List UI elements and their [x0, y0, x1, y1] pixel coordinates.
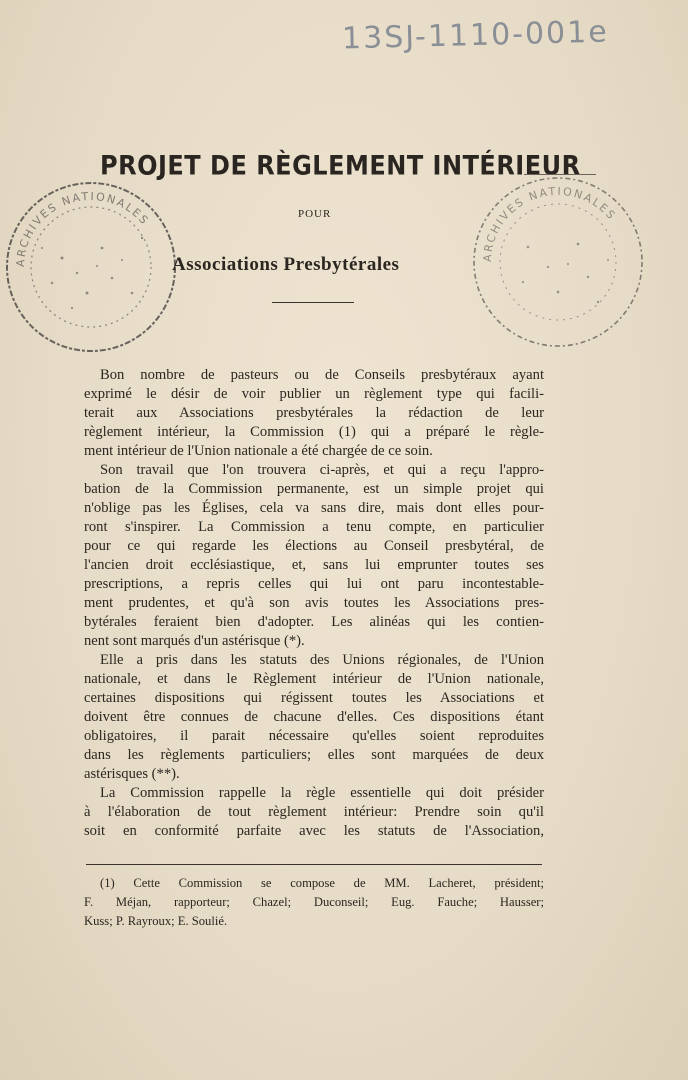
body-text	[84, 366, 544, 841]
archive-reference-mark: 13SJ-1110-001e	[341, 14, 610, 57]
document-subtitle: Associations Presbytérales	[172, 254, 400, 275]
body-line: nationale, et dans le Règlement intérieur de l'Union nationale,	[84, 671, 544, 687]
body-line: l'ancien droit ecclésiastique, et, sans lui emprunter toutes ses	[84, 557, 544, 573]
body-line: nent sont marqués d'un astérisque (*).	[84, 633, 305, 649]
body-line: règlement intérieur, la Commission (1) qui a préparé le règle-	[84, 424, 544, 440]
body-line: certaines dispositions qui régissent toutes les Associations et	[84, 690, 544, 706]
body-line: Son travail que l'on trouvera ci-après, et qui a reçu l'appro-	[100, 462, 544, 478]
body-line: bytérales feraient bien d'adopter. Les alinéas qui les contien-	[84, 614, 544, 630]
body-line: bation de la Commission permanente, est un simple projet qui	[84, 481, 544, 497]
body-line: n'oblige pas les Églises, cela va sans dire, mais dont elles pour-	[84, 500, 544, 516]
stamp-left-text: ARCHIVES NATIONALES	[13, 189, 152, 268]
body-line: soit en conformité parfaite avec les statuts de l'Association,	[84, 823, 544, 839]
body-line: astérisques (**).	[84, 766, 180, 782]
body-line: pour ce qui regarde les élections au Conseil presbytéral, de	[84, 538, 544, 554]
stamp-right-text: ARCHIVES NATIONALES	[480, 184, 619, 263]
body-line: terait aux Associations presbytérales la rédaction de leur	[84, 405, 544, 421]
body-line: prescriptions, a repris celles qui lui ont paru incontestable-	[84, 576, 544, 592]
body-line: exprimé le désir de voir publier un règlement type qui facili-	[84, 386, 544, 402]
title-separator-rule	[272, 302, 354, 303]
svg-text:ARCHIVES NATIONALES	[14, 190, 152, 267]
body-line: La Commission rappelle la règle essentielle qui doit présider	[100, 785, 544, 801]
body-line: obligatoires, il parait nécessaire qu'elles soient reproduites	[84, 728, 544, 744]
footnote-line: (1) Cette Commission se compose de MM. Lacheret, président;	[100, 876, 544, 890]
body-line: doivent être connues de chacune d'elles. Ces dispositions étant	[84, 709, 544, 725]
footnote-separator-rule	[86, 864, 542, 865]
svg-text:ARCHIVES NATIONALES	[481, 185, 619, 262]
body-line: Bon nombre de pasteurs ou de Conseils presbytéraux ayant	[100, 367, 544, 383]
body-line: à l'élaboration de tout règlement intérieur: Prendre soin qu'il	[84, 804, 544, 820]
body-line: ment prudentes, et qu'à son avis toutes les Associations pres-	[84, 595, 544, 611]
footnote-line: Kuss; P. Rayroux; E. Soulié.	[84, 914, 228, 928]
body-line: dans les règlements particuliers; elles sont marquées de deux	[84, 747, 544, 763]
archive-stamp-left	[2, 178, 180, 356]
document-title: PROJET DE RÈGLEMENT INTÉRIEUR	[100, 150, 581, 182]
footnote-line: F. Méjan, rapporteur; Chazel; Duconseil; Eug. Fauche; Hausser;	[84, 895, 544, 909]
body-line: Elle a pris dans les statuts des Unions régionales, de l'Union	[100, 652, 544, 668]
archive-stamp-right	[468, 172, 648, 352]
title-underline	[524, 174, 596, 175]
body-line: ront s'inspirer. La Commission a tenu compte, en particulier	[84, 519, 544, 535]
title-connector-pour: POUR	[298, 208, 332, 220]
body-line: ment intérieur de l'Union nationale a été chargée de ce soin.	[84, 443, 433, 459]
footnote	[84, 874, 544, 931]
